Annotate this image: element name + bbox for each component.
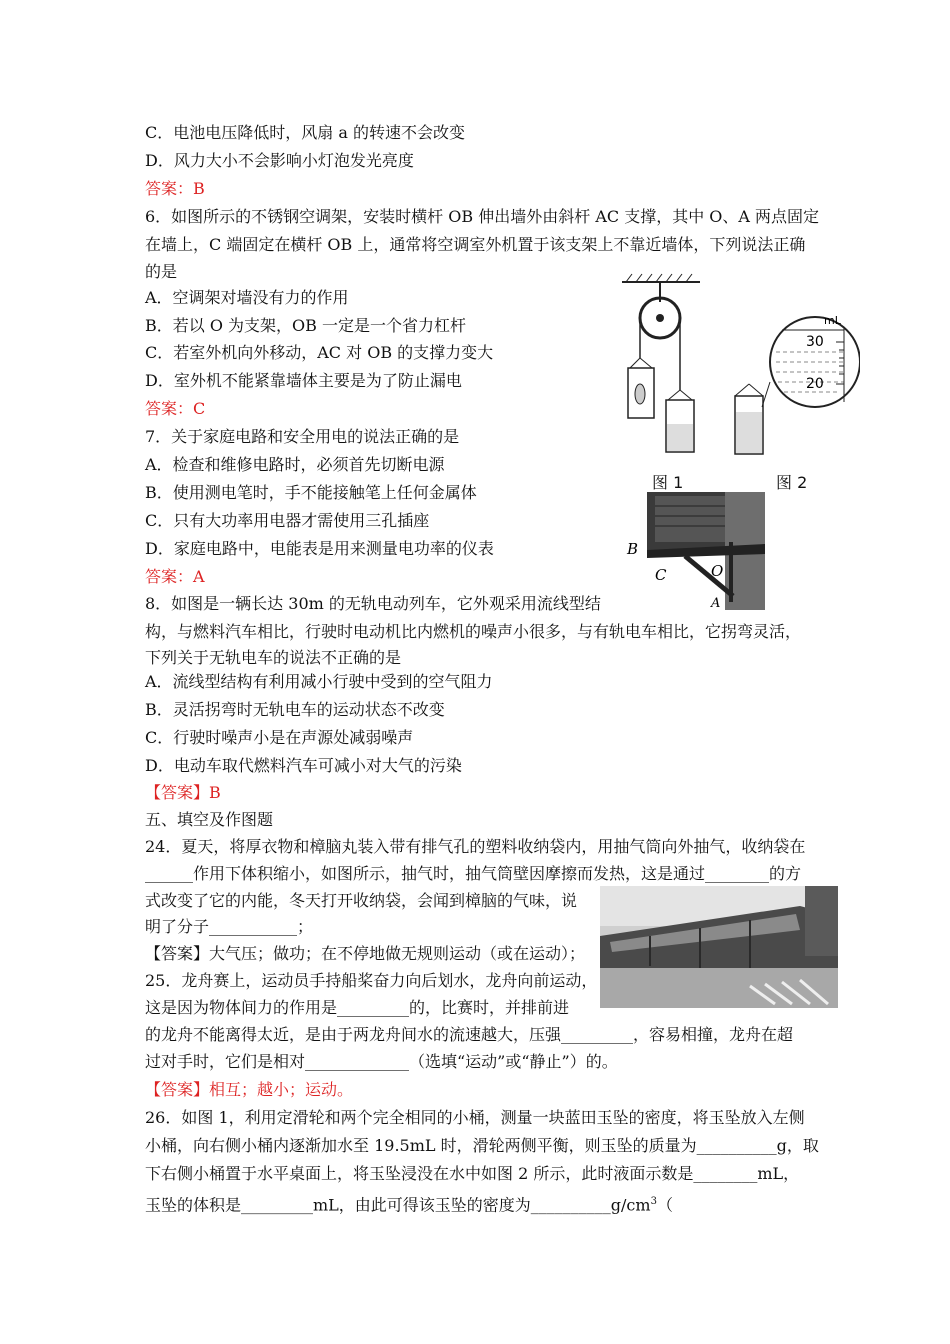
figure-1-caption: 图 1	[652, 473, 684, 492]
label-o: O	[711, 562, 724, 580]
answer-line: 【答案】大气压；做功；在不停地做无规则运动（或在运动）；	[145, 944, 586, 963]
option-b: B．使用测电笔时，手不能接触笔上任何金属体	[145, 483, 477, 502]
ac-bracket-photo	[625, 492, 765, 610]
text-line: 玉坠的体积是_________mL，由此可得该玉坠的密度为$\_\_\_\_\_\_\_\_\_\_g/cm^3$（	[145, 1195, 673, 1215]
text-line: ______作用下体积缩小，如图所示，抽气时，抽气筒壁因摩擦而发热，这是通过________的方	[145, 864, 802, 883]
section-heading: 五、填空及作图题	[145, 810, 274, 829]
answer-line: 答案：A	[145, 567, 205, 586]
option-c: C．行驶时噪声小是在声源处减弱噪声	[145, 728, 414, 747]
answer-line: 答案：B	[145, 179, 205, 198]
text-line: 的是	[145, 262, 178, 281]
question-7: 7．关于家庭电路和安全用电的说法正确的是	[145, 427, 460, 446]
answer-line: 【答案】相互；越小；运动。	[145, 1080, 354, 1099]
label-a: A	[711, 596, 721, 610]
question-26: 26．如图 1，利用定滑轮和两个完全相同的小桶，测量一块蓝田玉坠的密度，将玉坠放入左侧	[145, 1108, 805, 1127]
label-c: C	[655, 566, 667, 584]
option-b: B．若以 O 为支架，OB 一定是一个省力杠杆	[145, 316, 467, 335]
text-line: 明了分子___________；	[145, 917, 314, 936]
answer-line: 【答案】B	[145, 783, 221, 802]
option-d: D．室外机不能紧靠墙体主要是为了防止漏电	[145, 371, 462, 390]
unit-label: mL	[824, 314, 841, 327]
text-line: 在墙上，C 端固定在横杆 OB 上，通常将空调室外机置于该支架上不靠近墙体，下列说法正确	[145, 235, 806, 254]
text-line: 式改变了它的内能，冬天打开收纳袋，会闻到樟脑的气味，说	[145, 891, 578, 910]
option-d: D．电动车取代燃料汽车可减小对大气的污染	[145, 756, 462, 775]
option-a: A．检查和维修电路时，必须首先切断电源	[145, 455, 445, 474]
text-line: 下右侧小桶置于水平桌面上，将玉坠浸没在水中如图 2 所示，此时液面示数是________mL，	[145, 1164, 800, 1183]
text-line: 小桶，向右侧小桶内逐渐加水至 19.5mL 时，滑轮两侧平衡，则玉坠的质量为__________g，取	[145, 1136, 819, 1155]
text-line: D．风力大小不会影响小灯泡发光亮度	[145, 151, 414, 170]
label-b: B	[627, 540, 639, 558]
option-c: C．只有大功率用电器才需使用三孔插座	[145, 511, 430, 530]
text-line: C．电池电压降低时，风扇 a 的转速不会改变	[145, 123, 465, 142]
figure-2-caption: 图 2	[776, 473, 808, 492]
text-line: 过对手时，它们是相对_____________（选填“运动”或“静止”）的。	[145, 1052, 618, 1071]
question-25: 25．龙舟赛上，运动员手持船桨奋力向后划水，龙舟向前运动，	[145, 971, 598, 990]
question-8: 8．如图是一辆长达 30m 的无轨电动列车，它外观采用流线型结	[145, 594, 601, 613]
option-d: D．家庭电路中，电能表是用来测量电功率的仪表	[145, 539, 494, 558]
option-c: C．若室外机向外移动，AC 对 OB 的支撑力变大	[145, 343, 494, 362]
tick-label-20: 20	[806, 376, 824, 392]
trackless-train-photo	[600, 886, 838, 1008]
option-b: B．灵活拐弯时无轨电车的运动状态不改变	[145, 700, 445, 719]
question-6: 6．如图所示的不锈钢空调架，安装时横杆 OB 伸出墙外由斜杆 AC 支撑，其中 O、A 两点固定	[145, 207, 820, 226]
answer-line: 答案：C	[145, 399, 206, 418]
text-line: 这是因为物体间力的作用是_________的，比赛时，并排前进	[145, 998, 570, 1017]
text-line: 构，与燃料汽车相比，行驶时电动机比内燃机的噪声小很多，与有轨电车相比，它拐弯灵活，	[145, 622, 802, 641]
pulley-figure	[610, 272, 860, 492]
text-line: 的龙舟不能离得太近，是由于两龙舟间水的流速越大，压强_________，容易相撞，龙舟在超	[145, 1025, 794, 1044]
question-24: 24．夏天，将厚衣物和樟脑丸装入带有排气孔的塑料收纳袋内，用抽气筒向外抽气，收纳袋在	[145, 837, 806, 856]
option-a: A．空调架对墙没有力的作用	[145, 288, 349, 307]
text-line: 下列关于无轨电车的说法不正确的是	[145, 648, 402, 667]
option-a: A．流线型结构有利用减小行驶中受到的空气阻力	[145, 672, 493, 691]
tick-label-30: 30	[806, 334, 824, 350]
